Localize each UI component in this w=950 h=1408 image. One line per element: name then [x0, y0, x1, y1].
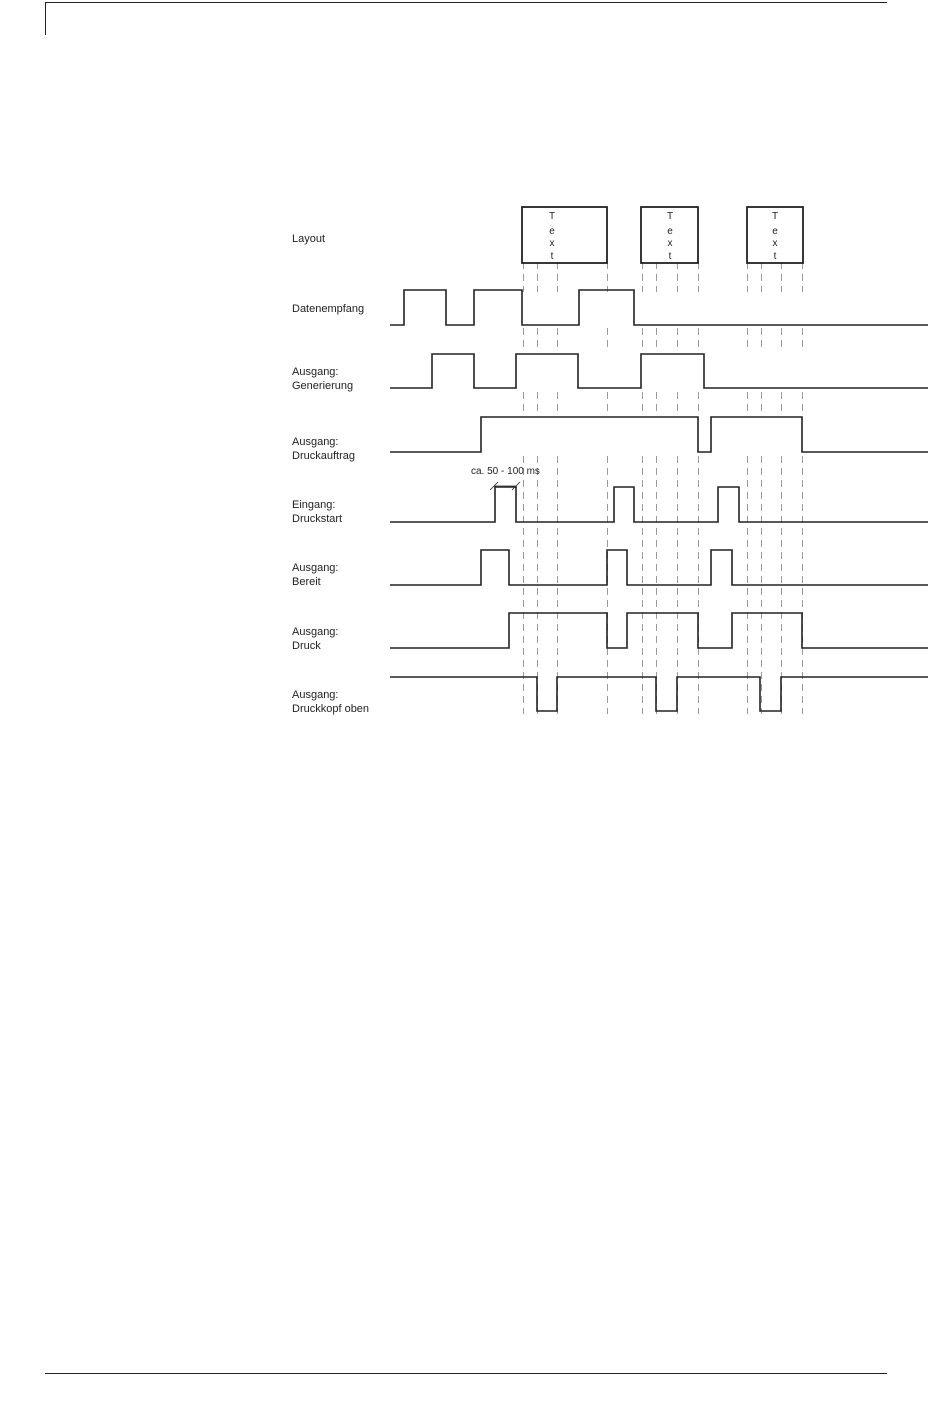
layout-label: Layout	[292, 233, 326, 245]
waveform-bereit	[390, 550, 928, 585]
signal-label-druckstart-0: Eingang:	[292, 499, 336, 511]
dashed-reference-lines	[524, 262, 803, 714]
signal-label-bereit-0: Ausgang:	[292, 562, 339, 574]
signal-label-druckstart-1: Druckstart	[292, 513, 343, 525]
layout-box-2-letter-3: t	[668, 251, 672, 262]
waveform-datenempfang	[390, 290, 928, 325]
timing-note: ca. 50 - 100 ms	[471, 466, 540, 477]
signal-label-datenempfang-0: Datenempfang	[292, 303, 365, 315]
signal-label-bereit-1: Bereit	[292, 576, 321, 588]
signal-label-druck-0: Ausgang:	[292, 626, 339, 638]
signal-label-druckkopf-0: Ausgang:	[292, 689, 339, 701]
waveform-druckstart	[390, 487, 928, 522]
signal-label-druck-1: Druck	[292, 640, 321, 652]
signal-label-generierung-1: Generierung	[292, 380, 354, 392]
layout-box-2-letter-0: T	[666, 211, 674, 222]
signal-waveforms	[390, 290, 928, 711]
signal-label-druckkopf-1: Druckkopf oben	[292, 703, 370, 715]
layout-box-1-letter-1: e	[549, 226, 555, 237]
signal-label-druckauftrag-1: Druckauftrag	[292, 450, 355, 462]
signal-label-generierung-0: Ausgang:	[292, 366, 339, 378]
layout-text-boxes	[522, 207, 803, 263]
layout-box-3-letter-1: e	[772, 226, 778, 237]
layout-box-1-letter-2: x	[549, 238, 555, 249]
waveform-druckkopf	[390, 677, 928, 711]
timing-annotation	[471, 466, 540, 490]
layout-box-1-letter-0: T	[548, 211, 556, 222]
signal-label-druckauftrag-0: Ausgang:	[292, 436, 339, 448]
layout-box-2-letter-1: e	[667, 226, 673, 237]
layout-box-3-letter-0: T	[771, 211, 779, 222]
waveform-druck	[390, 613, 928, 648]
waveform-druckauftrag	[390, 417, 928, 452]
waveform-generierung	[390, 354, 928, 388]
layout-box-3-letter-2: x	[772, 238, 778, 249]
layout-box-1-letter-3: t	[550, 251, 554, 262]
layout-box-1	[522, 207, 607, 263]
layout-box-3-letter-3: t	[773, 251, 777, 262]
layout-box-2-letter-2: x	[667, 238, 673, 249]
signal-labels	[292, 303, 369, 715]
